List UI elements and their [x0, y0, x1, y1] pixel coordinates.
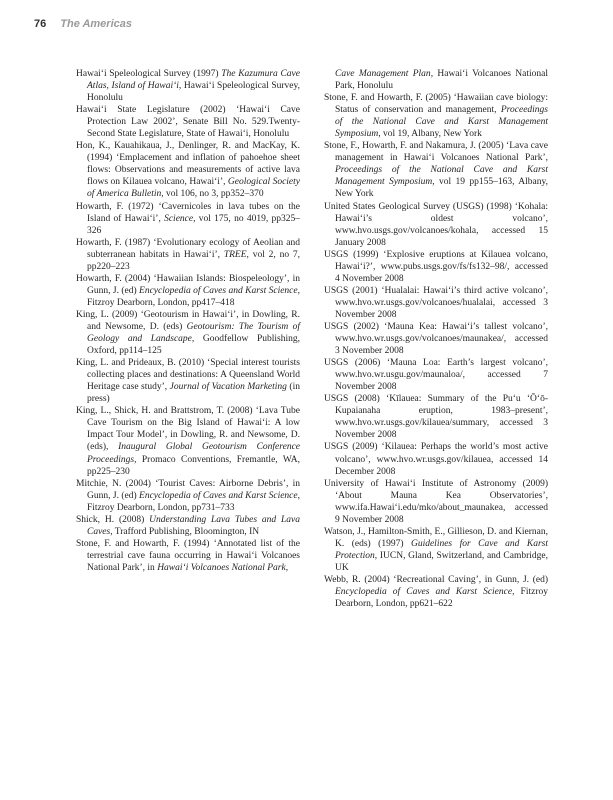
reference-entry: Howarth, F. (1972) ‘Cavernicoles in lava tubes on the Island of Hawai‘i’, Science, vol 175, no 4019, pp325–326 [76, 201, 301, 236]
reference-entry: Hawai‘i Speleological Survey (1997) The Kazumura Cave Atlas, Island of Hawai‘i, Hawai‘i Speleological Survey, Honolulu [76, 69, 300, 104]
reference-entry: Mitchie, N. (2004) ‘Tourist Caves: Airborne Debris’, in Gunn, J. (ed) Encyclopedia of Caves and Karst Science, Fitzroy Dearborn, London, pp731–733 [76, 478, 300, 513]
reference-entry: Stone, F. and Howarth, F. (1994) ‘Annotated list of the terrestrial cave fauna occurring in Hawai‘i Volcanoes National Park’, in Hawai‘i Volcanoes National Park, [76, 538, 300, 573]
publication-title: Geotourism: The Tourism of Geology and Landscape [87, 321, 300, 345]
publication-title: Proceedings of the National Cave and Karst Management Symposium [335, 105, 548, 140]
reference-entry: King, L., Shick, H. and Brattstrom, T. (2008) ‘Lava Tube Cave Tourism on the Big Island of Hawai‘i: A low Impact Tour Model’, in Dowling, R. and Newsome, D. (eds), Inaugural Global Geotourism Conference Proceedings, Promaco Conventions, Fremantle, WA, pp225–230 [76, 406, 300, 477]
reference-entry-continued: Cave Management Plan, Hawai‘i Volcanoes National Park, Honolulu [335, 69, 548, 92]
reference-entry: Webb, R. (2004) ‘Recreational Caving’, in Gunn, J. (ed) Encyclopedia of Caves and Karst Science, Fitzroy Dearborn, London, pp621–622 [324, 574, 548, 610]
page-number: 76 [34, 18, 47, 30]
publication-title: Journal of Vacation Marketing [169, 382, 287, 393]
reference-entry: Watson, J., Hamilton-Smith, E., Gillieson, D. and Kiernan, K. (eds) (1997) Guidelines for Cave and Karst Protection, IUCN, Gland, Switzerland, and Cambridge, UK [324, 526, 548, 573]
references-left-column [76, 68, 300, 574]
publication-title: Guidelines for Cave and Karst Protection [335, 538, 548, 561]
reference-entry: Stone, F., Howarth, F. and Nakamura, J. (2005) ‘Lava cave management in Hawai‘i Volcanoes National Park’, Proceedings of the National Cave and Karst Management Symposium, vol 19 pp155–163, Albany, New York [324, 141, 548, 200]
reference-entry: USGS (2009) ‘Kilauea: Perhaps the world’s most active volcano’, www.hvo.wr.usgs.gov/kilauea, accessed 14 December 2008 [324, 442, 548, 477]
reference-entry: USGS (1999) ‘Explosive eruptions at Kilauea volcano, Hawai‘i?’, www.pubs.usgs.gov/fs/fs132–98/, accessed 4 November 2008 [324, 249, 548, 284]
reference-entry: USGS (2008) ‘Kīlauea: Summary of the Pu‘u ‘Ō‘ō-Kupaianaha eruption, 1983–present’, www.hvo.wr.usgs.gov/kilauea/summary, accessed 3 November 2008 [324, 394, 548, 441]
reference-entry: Hon, K., Kauahikaua, J., Denlinger, R. and MacKay, K. (1994) ‘Emplacement and inflation of pahoehoe sheet flows: Observations and measurements of active lava flows on Kilauea volcano, Hawai‘i’, Geological Society of America Bulletin, vol 106, no 3, pp352–370 [76, 141, 300, 200]
running-header [34, 14, 132, 34]
publication-title: Encyclopedia of Caves and Karst Science [139, 285, 298, 296]
reference-entry: USGS (2006) ‘Mauna Loa: Earth’s largest volcano’, www.hvo.wr.usgu.gov/maunaloa/, accessed 7 November 2008 [324, 358, 548, 393]
reference-entry: King, L. and Prideaux, B. (2010) ‘Special interest tourists collecting places and destinations: A Queensland World Heritage case study’, Journal of Vacation Marketing (in press) [76, 358, 300, 405]
publication-title: Proceedings of the National Cave and Karst Management Symposium [335, 165, 548, 188]
reference-entry: Howarth, F. (2004) ‘Hawaiian Islands: Biospeleology’, in Gunn, J. (ed) Encyclopedia of Caves and Karst Science, Fitzroy Dearborn, London, pp417–418 [76, 273, 300, 308]
publication-title: TREE [223, 249, 247, 260]
reference-entry: Shick, H. (2008) Understanding Lava Tubes and Lava Caves, Trafford Publishing, Bloomington, IN [76, 514, 300, 537]
publication-title: Science [164, 213, 194, 224]
references-right-column [324, 68, 548, 610]
reference-entry: USGS (2002) ‘Mauna Kea: Hawai‘i’s tallest volcano’, www.hvo.wr.usgs.gov/volcanoes/maunakea/, accessed 3 November 2008 [324, 321, 548, 357]
publication-title: Inaugural Global Geotourism Conference Proceedings [87, 442, 300, 465]
reference-entry: University of Hawai‘i Institute of Astronomy (2009) ‘About Mauna Kea Observatories’, www.ifa.Hawai‘i.edu/mko/about_maunakea, accessed 9 November 2008 [324, 478, 548, 525]
publication-title: Encyclopedia of Caves and Karst Science [139, 490, 298, 501]
reference-entry: USGS (2001) ‘Hualalai: Hawai‘i’s third active volcano’, www.hvo.wr.usgs.gov/volcanoes/hualalai, accessed 3 November 2008 [324, 285, 548, 320]
publication-title: Understanding Lava Tubes and Lava Caves [87, 514, 300, 537]
publication-title: The Kazumura Cave Atlas, Island of Hawai‘i [87, 69, 300, 92]
reference-entry: King, L. (2009) ‘Geotourism in Hawai‘i’, in Dowling, R. and Newsome, D. (eds) Geotourism: The Tourism of Geology and Landscape, Goodfellow Publishing, Oxford, pp114–125 [76, 309, 300, 357]
reference-entry: Hawai‘i State Legislature (2002) ‘Hawai‘i Cave Protection Law 2002’, Senate Bill No. 529.Twenty-Second State Legislature, State of Hawai‘i, Honolulu [76, 105, 300, 140]
section-title: The Americas [60, 18, 132, 30]
publication-title: Hawai‘i Volcanoes National Park, [157, 562, 289, 573]
reference-entry: Howarth, F. (1987) ‘Evolutionary ecology of Aeolian and subterranean habitats in Hawai‘i’, TREE, vol 2, no 7, pp220–223 [76, 237, 301, 272]
publication-title: Cave Management Plan [335, 69, 431, 79]
publication-title: Geological Society of America Bulletin [87, 177, 300, 200]
publication-title: Encyclopedia of Caves and Karst Science [335, 587, 513, 598]
reference-entry: United States Geological Survey (USGS) (1998) ‘Kohala: Hawai‘i’s oldest volcano’, www.hvo.usgs.gov/volcanoes/kohala, accessed 15 January 2008 [324, 201, 548, 248]
reference-entry: Stone, F. and Howarth, F. (2005) ‘Hawaiian cave biology: Status of conservation and management, Proceedings of the National Cave and Karst Management Symposium, vol 19, Albany, New York [324, 93, 548, 140]
